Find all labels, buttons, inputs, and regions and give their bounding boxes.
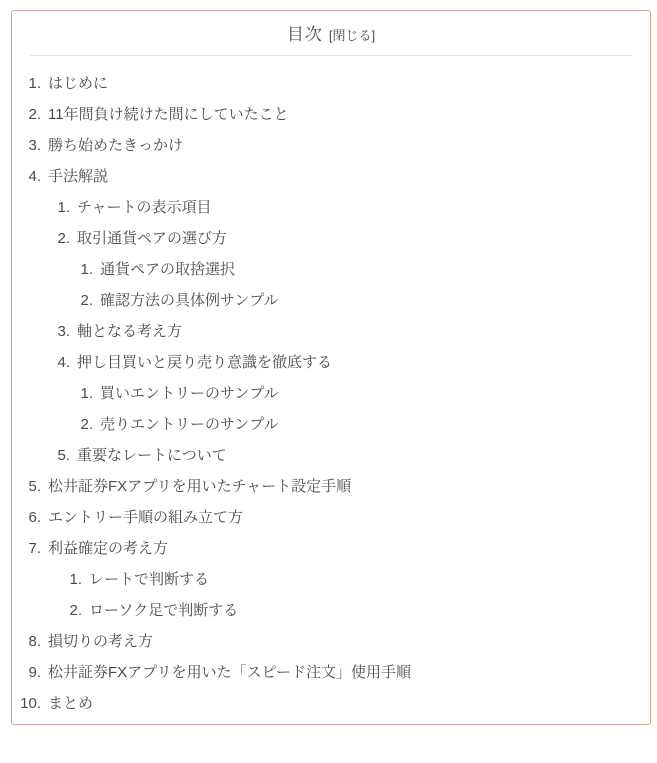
toc-item[interactable] (64, 409, 632, 440)
toc-item[interactable] (41, 316, 632, 347)
toc-item-number: 6. (28, 509, 41, 526)
toc-list (12, 56, 650, 724)
toc-item[interactable] (41, 223, 632, 254)
toc-item-number: 1. (80, 261, 93, 278)
toc-item-number: 10. (20, 695, 41, 712)
toc-item-label: はじめに (48, 75, 109, 92)
toc-item-label: 軸となる考え方 (77, 323, 183, 340)
toc-item-label: 勝ち始めたきっかけ (48, 137, 184, 154)
toc-item-number: 4. (28, 168, 41, 185)
toc-item-number: 2. (80, 416, 93, 433)
toc-item-label: 損切りの考え方 (48, 633, 154, 650)
toc-item[interactable] (12, 502, 632, 533)
toc-item-number: 5. (28, 478, 41, 495)
toc-item[interactable] (41, 440, 632, 471)
toc-item[interactable] (64, 254, 632, 285)
toc-item-number: 1. (69, 571, 82, 588)
toc-item[interactable] (12, 688, 632, 719)
toc-item-label: 押し目買いと戻り売り意識を徹底する (77, 354, 333, 371)
toc-item[interactable] (12, 130, 632, 161)
toc-item-label: 重要なレートについて (77, 447, 227, 464)
toc-item-number: 4. (57, 354, 70, 371)
toc-close-toggle[interactable]: [閉じる] (328, 28, 376, 43)
toc-header (12, 11, 650, 55)
toc-item-label: 手法解説 (48, 168, 109, 185)
toc-item[interactable] (64, 285, 632, 316)
toc-item-label: 松井証券FXアプリを用いたチャート設定手順 (48, 478, 352, 495)
toc-item-label: ローソク足で判断する (89, 602, 239, 619)
toc-item-number: 1. (28, 75, 41, 92)
toc-item-number: 3. (57, 323, 70, 340)
toc-item-number: 1. (80, 385, 93, 402)
table-of-contents (11, 10, 651, 725)
toc-item[interactable] (12, 161, 632, 192)
toc-item-label: 11年間負け続けた間にしていたこと (48, 106, 289, 123)
toc-item-label: 買いエントリーのサンプル (100, 385, 279, 402)
toc-item-label: 松井証券FXアプリを用いた「スピード注文」使用手順 (48, 664, 411, 681)
toc-item-label: レートで判断する (89, 571, 210, 588)
toc-item[interactable] (12, 471, 632, 502)
toc-item[interactable] (53, 595, 632, 626)
toc-item-label: 利益確定の考え方 (48, 540, 169, 557)
toc-item-label: チャートの表示項目 (77, 199, 212, 216)
toc-item[interactable] (41, 347, 632, 378)
toc-item-number: 2. (28, 106, 41, 123)
toc-item-number: 5. (57, 447, 70, 464)
toc-item-label: 通貨ペアの取捨選択 (100, 261, 236, 278)
toc-item-number: 8. (28, 633, 41, 650)
toc-item-label: 売りエントリーのサンプル (100, 416, 279, 433)
toc-item-label: 取引通貨ペアの選び方 (77, 230, 228, 247)
toc-item-number: 2. (57, 230, 70, 247)
toc-item[interactable] (64, 378, 632, 409)
toc-item-number: 9. (28, 664, 41, 681)
toc-title: 目次 (286, 25, 323, 44)
toc-item-label: エントリー手順の組み立て方 (48, 509, 244, 526)
toc-item-number: 2. (69, 602, 82, 619)
toc-item-label: 確認方法の具体例サンプル (100, 292, 279, 309)
toc-item[interactable] (12, 626, 632, 657)
toc-item-label: まとめ (48, 695, 94, 712)
toc-item-number: 1. (57, 199, 70, 216)
toc-item[interactable] (12, 533, 632, 564)
toc-item-number: 3. (28, 137, 41, 154)
toc-item[interactable] (12, 657, 632, 688)
toc-item-number: 7. (28, 540, 41, 557)
toc-item[interactable] (12, 68, 632, 99)
toc-item-number: 2. (80, 292, 93, 309)
toc-item[interactable] (12, 99, 632, 130)
toc-item[interactable] (53, 564, 632, 595)
toc-item[interactable] (41, 192, 632, 223)
